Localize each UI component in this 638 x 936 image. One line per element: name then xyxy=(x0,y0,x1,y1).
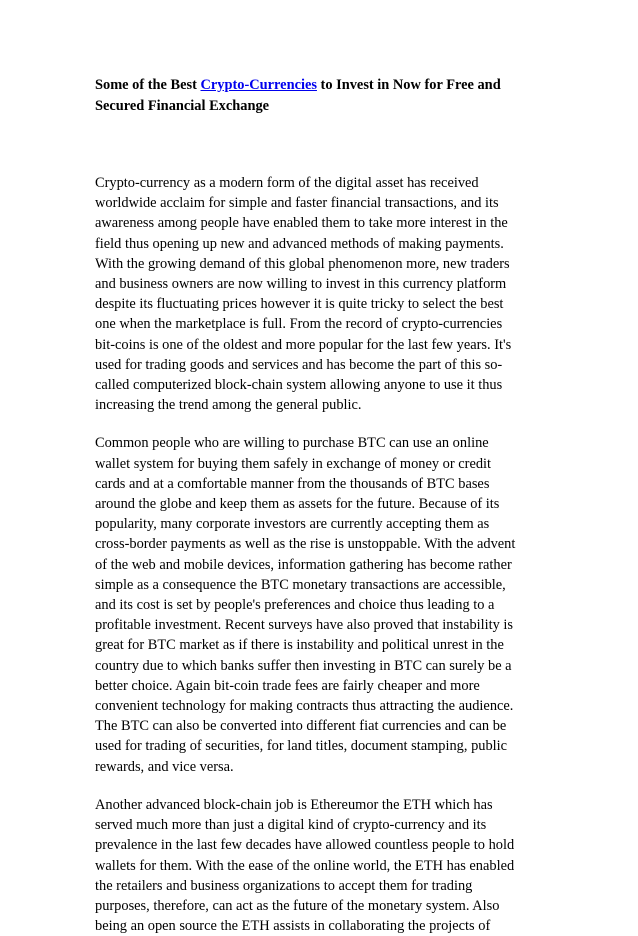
document-title xyxy=(95,75,518,117)
paragraph-eth: Another advanced block-chain job is Ethereumor the ETH which has served much more than just a digital kind of crypto-currency and its prevalence in the last few decades have allowed countless people to hold wallets for them. With the ease of the online world, the ETH has enabled the retailers and business organizations to accept them for trading purposes, therefore, can act as the future of the monetary system. Also being an open source the ETH assists in collaborating the projects of xyxy=(95,796,515,935)
document-body xyxy=(95,173,518,936)
title-text-after: to Invest in Now for Free and Secured Financial Exchange xyxy=(95,77,501,114)
crypto-currencies-link[interactable]: Crypto-Currencies xyxy=(200,77,317,93)
title-text-before: Some of the Best xyxy=(95,77,201,93)
paragraph-btc: Common people who are willing to purchase BTC can use an online wallet system for buying them safely in exchange of money or credit cards and at a comfortable manner from the thousands of BTC bases around the globe and keep them as assets for the future. Because of its popularity, many corporate investors are currently accepting them as cross-border payments as well as the rise is unstoppable. With the advent of the web and mobile devices, information gathering has become rather simple as a consequence the BTC monetary transactions are accessible, and its cost is set by people's preferences and choice thus leading to a profitable investment. Recent surveys have also proved that instability is great for BTC market as if there is instability and political unrest in the country due to which banks suffer then investing in BTC can surely be a better choice. Again bit-coin trade fees are fairly cheaper and more convenient technology for making contracts thus attracting the audience. The BTC can also be converted into different fiat currencies and can be used for trading of securities, for land titles, document stamping, public rewards, and vice versa. xyxy=(95,435,516,775)
paragraph-intro: Crypto-currency as a modern form of the digital asset has received worldwide acclaim for simple and faster financial transactions, and its awareness among people have enabled them to take more interest in the field thus opening up new and advanced methods of making payments. With the growing demand of this global phenomenon more, new traders and business owners are now willing to invest in this currency platform despite its fluctuating prices however it is quite tricky to select the best one when the marketplace is full. From the record of crypto-currencies bit-coins is one of the oldest and more popular for the last few years. It's used for trading goods and services and has become the part of this so-called computerized block-chain system allowing anyone to use it thus increasing the trend among the general public. xyxy=(95,175,512,414)
